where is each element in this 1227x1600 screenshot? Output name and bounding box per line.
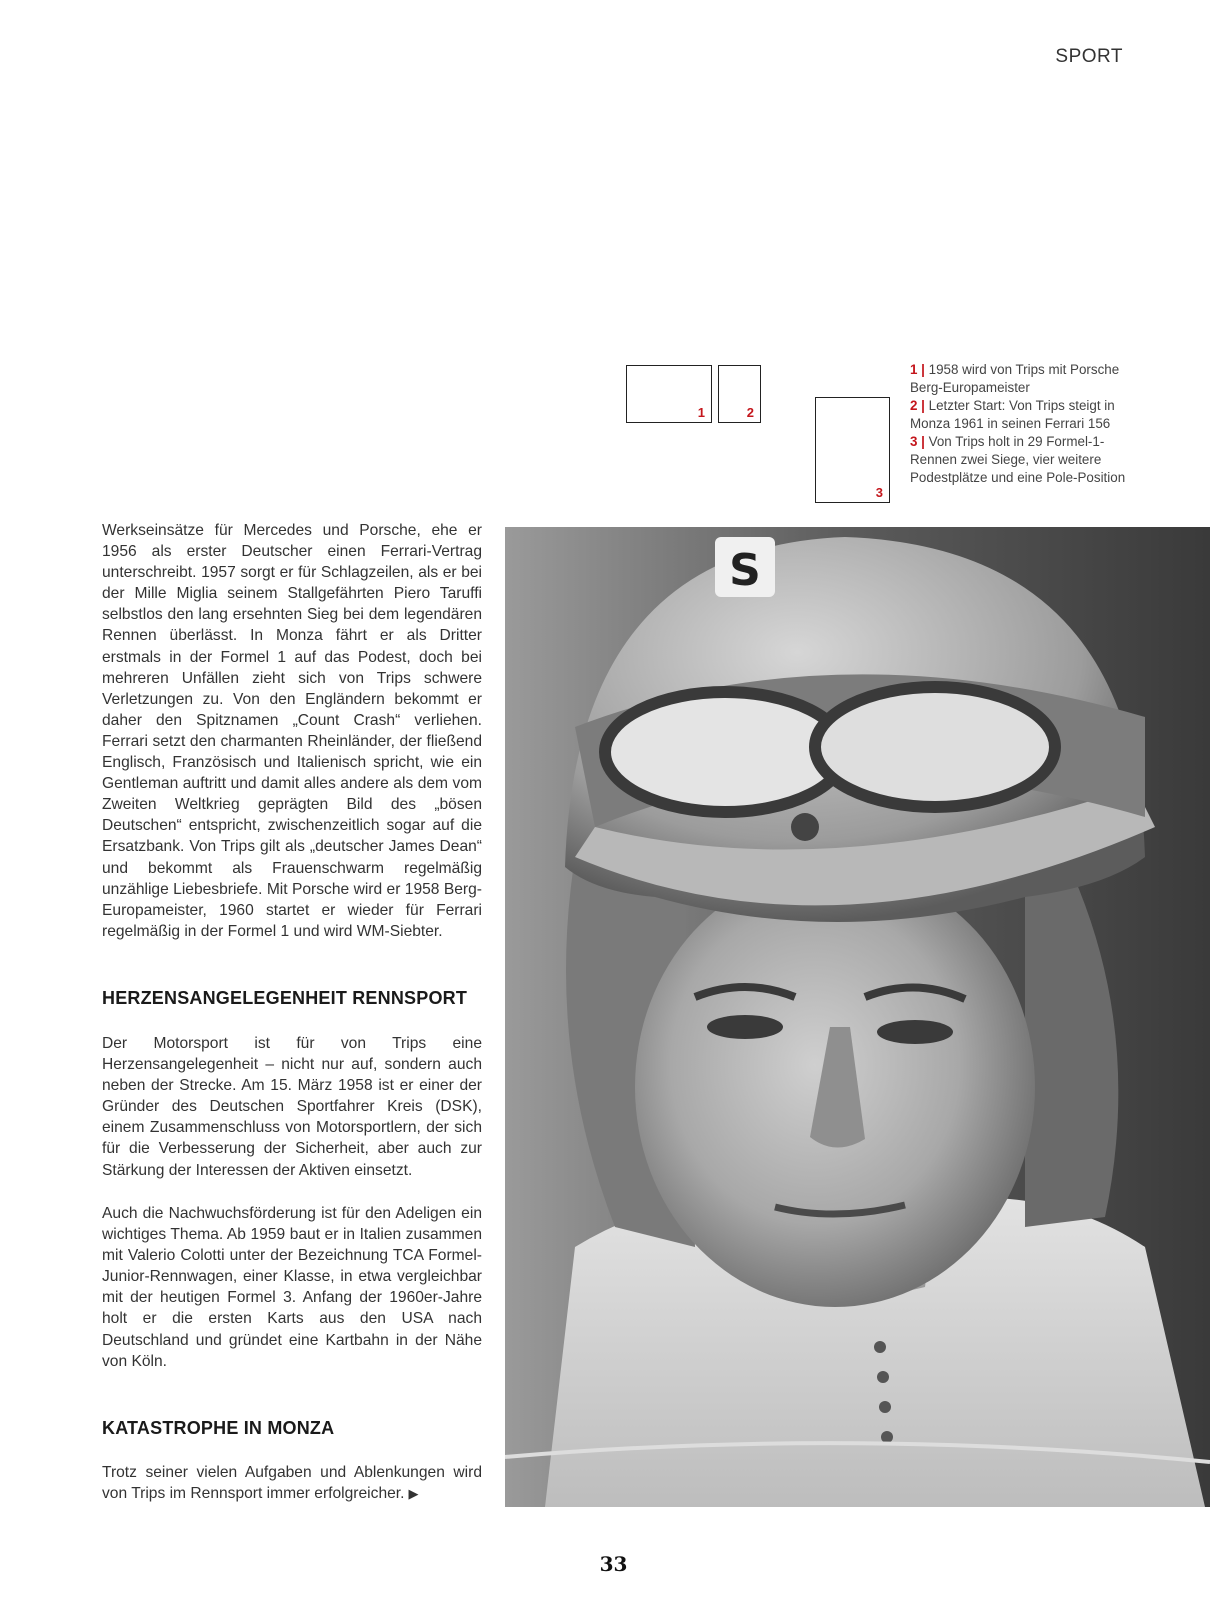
paragraph-text: Werkseinsätze für Mercedes und Porsche, ehe er 1956 als erster Deutscher einen Ferrari-Vertrag unterschreibt. 1957 sorgt er für Schlagzeilen, als er bei der Mille Miglia seinem Stallgefährten Piero Taruffi selbstlos den lang ersehnten Sieg bei dem legendären Rennen überlässt. In Monza fährt er als Dritter erstmals in der Formel 1 auf das Podest, doch bei mehreren Unfällen zieht sich von Trips schwere Verletzungen zu. Von den Engländern bekommt er daher den Spitznamen „Count Crash“ verliehen. Ferrari setzt den charmanten Rheinländer, der fließend Englisch, Französisch und Italienisch spricht, wie ein Gentleman auftritt und damit alles andere als dem vom Zweiten Weltkrieg geprägten Bild des „bösen Deutschen“ entspricht, zwischenzeitlich sogar auf die Ersatzbank. Von Trips gilt als „deutscher James Dean“ und bekommt als Frauenschwarm regelmäßig unzählige Liebesbriefe. Mit Porsche wird er 1958 Berg-Europameister, 1960 startet er wieder für Ferrari regelmäßig in der Formel 1 und wird WM-Siebter. [102, 522, 482, 940]
caption-number: 1 | [910, 362, 925, 377]
section-heading: HERZENSANGELEGENHEIT RENNSPORT [102, 988, 468, 1008]
caption-3 [910, 433, 1150, 487]
thumbnail-number: 3 [875, 485, 883, 500]
article-paragraph [102, 1462, 482, 1504]
paragraph-text: Trotz seiner vielen Aufgaben und Ablenkungen wird von Trips im Rennsport immer erfolgreicher. [102, 1464, 482, 1503]
photo-captions [910, 361, 1150, 487]
article-paragraph [102, 1033, 482, 1181]
thumbnail-3 [815, 397, 890, 503]
paragraph-text: Der Motorsport ist für von Trips eine Herzensangelegenheit – nicht nur auf, sondern auch neben der Strecke. Am 15. März 1958 ist er einer der Gründer des Deutschen Sportfahrer Kreis (DSK), einem Zusammenschluss von Motorsportlern, der sich für die Verbesserung der Sicherheit, aber auch zur Stärkung der Interessen der Aktiven einsetzt. [102, 1035, 482, 1179]
caption-text: Letzter Start: Von Trips steigt in Monza 1961 in seinen Ferrari 156 [910, 398, 1115, 431]
caption-number: 3 | [910, 434, 925, 449]
thumbnail-number: 1 [697, 405, 705, 420]
section-heading: KATASTROPHE IN MONZA [102, 1418, 335, 1438]
article-paragraph [102, 520, 482, 942]
caption-1 [910, 361, 1150, 397]
portrait-illustration [505, 527, 1210, 1507]
continue-arrow-icon: ▶ [408, 1486, 419, 1502]
caption-text: Von Trips holt in 29 Formel-1-Rennen zwei Siege, vier weitere Podestplätze und eine Pole-Position [910, 434, 1126, 485]
article-paragraph [102, 1203, 482, 1372]
page-number: 33 [599, 1552, 628, 1576]
section-label: SPORT [1055, 46, 1123, 67]
driver-portrait-photo [505, 527, 1210, 1507]
svg-text:S: S [729, 545, 761, 596]
thumbnail-2 [718, 365, 761, 423]
thumbnail-number: 2 [746, 405, 754, 420]
caption-text: 1958 wird von Trips mit Porsche Berg-Europameister [910, 362, 1120, 395]
caption-2 [910, 397, 1150, 433]
thumbnail-1 [626, 365, 712, 423]
caption-number: 2 | [910, 398, 925, 413]
paragraph-text: Auch die Nachwuchsförderung ist für den Adeligen ein wichtiges Thema. Ab 1959 baut er in Italien zusammen mit Valerio Colotti unter der Bezeichnung TCA Formel-Junior-Rennwagen, einer Klasse, in etwa vergleichbar mit der heutigen Formel 3. Anfang der 1960er-Jahre holt er die ersten Karts aus den USA nach Deutschland und gründet eine Kartbahn in der Nähe von Köln. [102, 1205, 482, 1370]
